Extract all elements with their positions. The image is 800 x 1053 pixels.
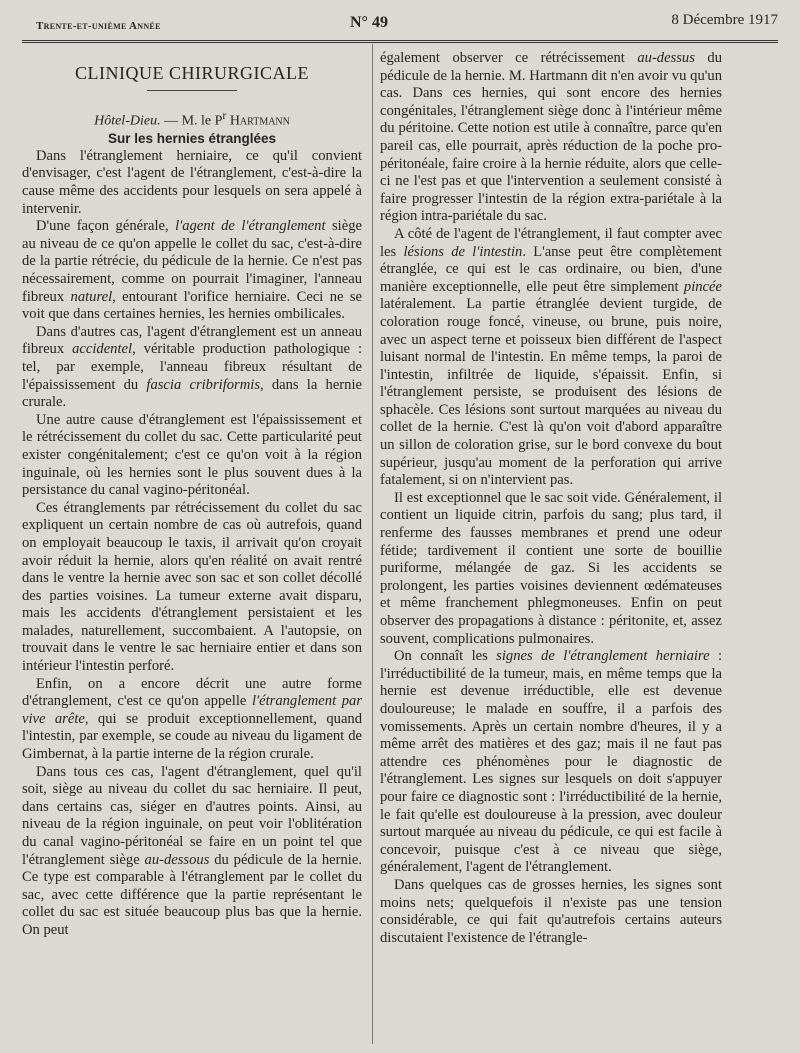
italic-text: lésions de l'intestin: [403, 243, 523, 260]
left-body: [22, 148, 362, 940]
text-run: Dans d'autres cas, l'agent d'étranglement est un anneau fibreux: [22, 323, 362, 358]
italic-text: au-dessus: [637, 50, 695, 66]
text-run: Dans tous ces cas, l'agent d'étranglement, quel qu'il soit, siège au niveau du collet du sac herniaire. Il peut, dans certains cas, siéger en d'autres points. Ainsi, au niveau de la région inguinale, on peut voir l'oblitération du canal vagino-péritonéal se faire en un point tel que l'étranglement siège: [22, 763, 362, 868]
text-run: Dans quelques cas de grosses hernies, les signes sont moins nets; quelquefois il n'existe pas une tension considérable, ce qui fait qu'autrefois certains auteurs discutaient l'existence de l'étrangle-: [380, 876, 722, 946]
paragraph: [380, 50, 722, 226]
paragraph: [22, 676, 362, 764]
text-run: A côté de l'agent de l'étranglement, il faut compter avec les: [380, 225, 722, 260]
byline-sup: r: [222, 109, 227, 122]
text-run: latéralement. La partie étranglée devient turgide, de coloration rouge foncé, vineuse, ou brune, puis noire, avec un aspect terne et poisseux bien différent de l'aspect luisant normal de l'intestin. En même temps, la paroi de l'intestin, infiltrée de liquide, s'épaissit. Enfin, si l'étranglement persiste, se produisent des lésions de sphacèle. Ces lésions sont surtout marquées au niveau du collet de la hernie. C'est là qu'on voit d'abord apparaître un sillon de coloration grise, sur le bord convexe du bout supérieur, jusqu'au moment de la perforation qui arrive fatalement, si on n'intervient pas.: [380, 296, 722, 489]
italic-text: pincée: [683, 278, 722, 295]
text-run: du pédicule de la hernie. Ce type est comparable à l'étranglement par le collet du sac, avec cette différence que la partie représentant le collet du sac est située beaucoup plus bas que la hernie. On peut: [22, 851, 362, 938]
paragraph: [22, 324, 362, 412]
italic-text: au-dessous: [144, 851, 210, 868]
paragraph: [380, 226, 722, 490]
running-head: [22, 8, 778, 38]
text-run: On connaît les: [394, 648, 497, 665]
italic-text: fascia cribriformis: [146, 376, 261, 393]
byline-place: Hôtel-Dieu.: [94, 113, 161, 129]
paragraph: [22, 148, 362, 218]
heading-rule: [147, 90, 237, 91]
text-run: : l'irréductibilité de la tumeur, mais, en même temps que la hernie est devenue irréductible, elle est devenue douloureuse; le malade en souffre, il a parfois des vomissements. Après un certain nombre d'heures, il y a même arrêt des matières et des gaz; mais il ne faut pas attendre ces phénomènes pour le diagnostic de l'étranglement. Les signes sur lesquels on doit s'appuyer pour faire ce diagnostic sont : l'irréductibilité de la hernie, le fait qu'elle est douloureuse à la pression, avec douleur surtout marquée au niveau du pédicule, ce qui est facile à concevoir, puisque c'est à ce niveau que siège, généralement, l'agent de l'étranglement.: [380, 648, 723, 876]
article-title: Sur les hernies étranglées: [107, 131, 277, 147]
volume-year: Trente-et-unième Année: [36, 20, 161, 32]
text-run: , entourant l'orifice herniaire. Ceci ne se voit que dans certaines hernies, les hernies ombilicales.: [22, 288, 363, 323]
text-run: du pédicule de la hernie. M. Hartmann dit n'en avoir vu qu'un cas. Dans ces hernies, qui sont encore des hernies congénitales, l'étranglement siège donc à l'intérieur même du péritoine. Cette notion est utile à connaître, parce qu'en pareil cas, elle pourrait, après réduction de la poche pro-péritonéale, faire croire à la hernie réduite, alors que celle-ci ne l'est pas et que l'intervention a seulement consisté à faire progresser l'intestin de la région extra-pariétale à la région intra-pariétale du sac.: [380, 50, 722, 225]
text-run: Enfin, on a encore décrit une autre forme d'étranglement, c'est ce qu'on appelle: [22, 675, 362, 710]
text-run: Ces étranglements par rétrécissement du collet du sac expliquent un certain nombre de cas où autrefois, quand on employait beaucoup le taxis, il arrivait qu'on croyait avoir réduit la hernie, alors qu'en réalité on avait rentré dans le ventre la hernie avec son sac et son collet décollé des parties voisines. La tumeur externe avait disparu, mais les accidents d'étranglement persistaient et les malades, naturellement, succombaient. A l'autopsie, on trouvait dans le ventre le sac herniaire entier et dans son intérieur l'intestin perforé.: [22, 499, 362, 675]
right-body: [380, 50, 722, 947]
italic-text: l'étranglement par vive arête: [22, 693, 362, 727]
text-run: , qui se produit exceptionnellement, quand l'intestin, par exemple, se coude au niveau du ligament de Gimbernat, à la partie interne de la région crurale.: [22, 710, 363, 763]
byline-name: Hartmann: [226, 113, 290, 129]
paragraph: [22, 218, 362, 324]
text-run: Dans l'étranglement herniaire, ce qu'il convient d'envisager, c'est l'agent de l'étranglement, c'est-à-dire la cause même des accidents pour lesquels on sera appelé à intervenir.: [22, 147, 362, 217]
paragraph: [22, 764, 362, 940]
text-run: Il est exceptionnel que le sac soit vide. Généralement, il contient un liquide citrin, parfois du sang; plus tard, il renferme des fausses membranes et prend une odeur fétide; tardivement il contient une sorte de bouillie puriforme, mélangée de gaz. Si les accidents se prolongent, les parties voisines deviennent œdémateuses et même franchement phlegmoneuses. Enfin on peut observer des propagations à distance : péritonite, et, assez souvent, complications pulmonaires.: [380, 489, 722, 647]
paragraph: [380, 490, 722, 648]
left-column: [22, 56, 362, 940]
byline-sep: — M. le P: [160, 113, 223, 129]
text-run: Une autre cause d'étranglement est l'épaississement et le rétrécissement du collet du sac. Cette particularité peut exister congénitalement; c'est ce qu'on voit à la région inguinale, où les hernies sont le plus souvent dues à la persistance du canal vagino-péritonéal.: [22, 411, 362, 499]
right-column: [380, 50, 722, 947]
text-run: D'une façon générale,: [36, 218, 176, 235]
italic-text: accidentel: [72, 341, 133, 358]
paragraph: [22, 500, 362, 676]
paragraph: [380, 648, 722, 877]
text-run: , véritable production pathologique : tel, par exemple, l'anneau fibreux résultant de l'épaississement du: [22, 341, 362, 393]
paragraph: [380, 877, 722, 947]
text-run: . L'anse peut être complètement étranglée, ce qui est le cas ordinaire, ou bien, d'une manière exceptionnelle, elle peut être simplement: [380, 243, 722, 295]
italic-text: l'agent de l'étranglement: [175, 218, 326, 235]
section-heading: CLINIQUE CHIRURGICALE: [75, 63, 309, 83]
column-divider: [372, 44, 373, 1044]
issue-number: N° 49: [350, 14, 388, 31]
text-run: également observer ce rétrécissement: [380, 50, 638, 66]
italic-text: naturel: [70, 288, 113, 305]
issue-date: 8 Décembre 1917: [671, 12, 778, 28]
text-run: siège au niveau de ce qu'on appelle le collet du sac, c'est-à-dire de la partie rétrécie, du pédicule de la hernie. Ce n'est pas nécessairement, comme on pourrait l'imaginer, l'anneau fibreux: [22, 218, 362, 305]
paragraph: [22, 412, 362, 500]
italic-text: signes de l'étranglement herniaire: [496, 648, 710, 665]
header-rule: [22, 40, 778, 43]
text-run: , dans la hernie crurale.: [22, 376, 362, 411]
byline: [22, 107, 362, 130]
